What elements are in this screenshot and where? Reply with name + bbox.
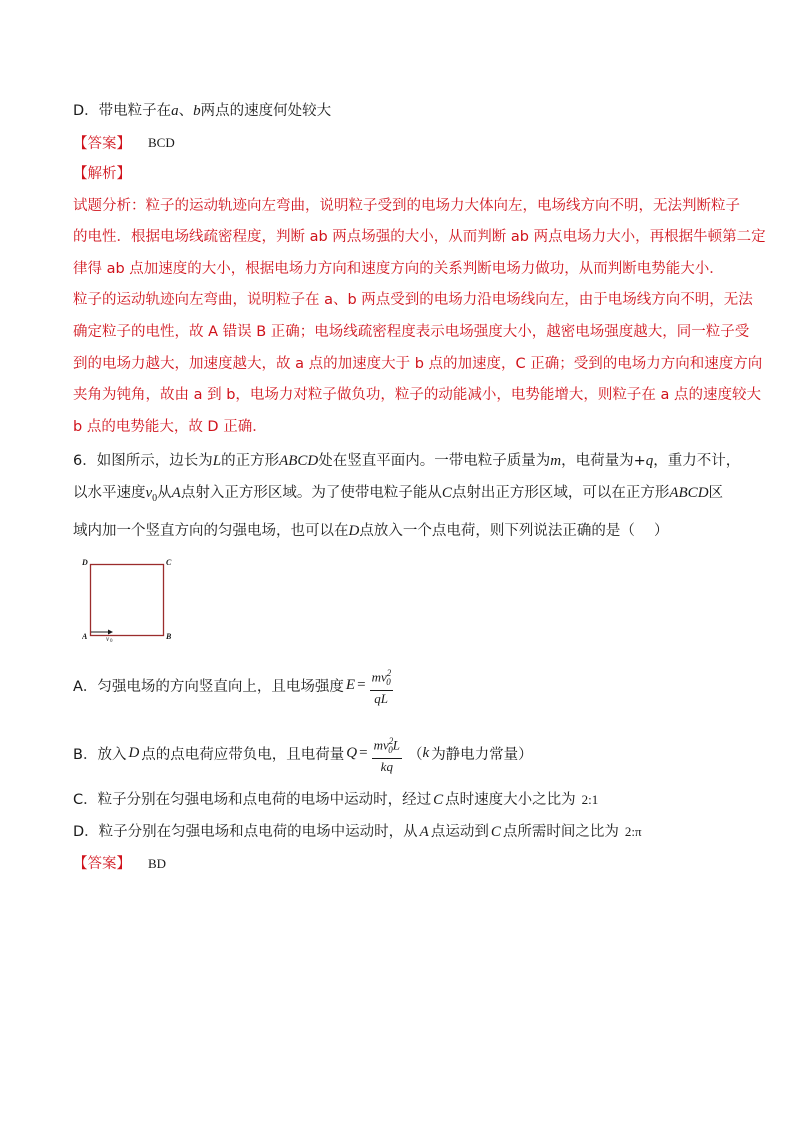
- analysis-tag: 【解析】: [73, 166, 131, 182]
- analysis-line: 试题分析：粒子的运动轨迹向左弯曲，说明粒子受到的电场力大体向左，电场线方向不明，无法判断粒子: [73, 198, 740, 214]
- option-a: A．匀强电场的方向竖直向上，且电场强度 E = $\frac{mv^2_0}{qL}$: [73, 668, 392, 706]
- answer-tag: 【答案】: [73, 136, 131, 152]
- option-d: D．粒子分别在匀强电场和点电荷的电场中运动时，从 A 点运动到 C 点所需时间之比为 2:π: [73, 824, 642, 840]
- label-c: C: [166, 558, 172, 567]
- option-b: B．放入 D 点的点电荷应带负电，且电荷量 Q = $\frac{mv^2_0L}{kq}$ （ k 为静电力常量）: [73, 736, 533, 774]
- answer-value: BD: [148, 856, 167, 871]
- analysis-line: b 点的电势能大，故 D 正确．: [73, 419, 267, 435]
- fraction-q: $\frac{mv^2_0L}{kq}$: [373, 736, 401, 774]
- option-c: C．粒子分别在匀强电场和点电荷的电场中运动时，经过 C 点时速度大小之比为 2:1: [73, 792, 599, 808]
- analysis-line: 到的电场力越大，加速度越大，故 a 点的加速度大于 b 点的加速度，C 正确；受到的电场力方向和速度方向: [73, 356, 763, 372]
- label-v: v: [106, 635, 110, 642]
- answer-tag: 【答案】: [73, 856, 131, 872]
- analysis-line: 的电性．根据电场线疏密程度，判断 ab 两点场强的大小，从而判断 ab 两点电场力大小，再根据牛顿第二定: [73, 229, 766, 245]
- velocity-arrow-head: [108, 630, 113, 635]
- analysis-line: 夹角为钝角，故由 a 到 b，电场力对粒子做负功，粒子的动能减小，电势能增大，则粒子在 a 点的速度较大: [73, 387, 762, 403]
- answer-6: [73, 854, 131, 874]
- square-abcd-figure: [82, 556, 182, 642]
- label-a: A: [82, 632, 88, 641]
- analysis-line: 粒子的运动轨迹向左弯曲，说明粒子在 a、b 两点受到的电场力沿电场线向左，由于电场线方向不明，无法: [73, 292, 753, 308]
- square-outline: [91, 565, 164, 636]
- analysis-line: 确定粒子的电性，故 A 错误 B 正确；电场线疏密程度表示电场强度大小，越密电场强度越大，同一粒子受: [73, 324, 750, 340]
- answer-previous: [73, 134, 131, 154]
- option-d-previous: D．带电粒子在a、b两点的速度何处较大: [73, 103, 332, 119]
- label-d: D: [82, 558, 88, 567]
- fraction-e: $\frac{mv^2_0}{qL}$: [371, 668, 392, 706]
- question-6-line-2: 以水平速度$v_0$从A点射入正方形区域。为了使带电粒子能从C点射出正方形区域，可以在正方形ABCD区: [73, 485, 724, 504]
- question-6-line-1: 6．如图所示，边长为L的正方形ABCD处在竖直平面内。一带电粒子质量为m，电荷量为+q，重力不计，: [73, 453, 741, 469]
- analysis-line: 律得 ab 点加速度的大小，根据电场力方向和速度方向的关系判断电场力做功，从而判断电势能大小．: [73, 261, 724, 277]
- answer-value: BCD: [148, 135, 175, 150]
- question-6-line-3: 域内加一个竖直方向的匀强电场，也可以在D点放入一个点电荷，则下列说法正确的是（ ）: [73, 523, 669, 539]
- label-b: B: [166, 632, 172, 641]
- label-v-sub: 0: [110, 639, 113, 642]
